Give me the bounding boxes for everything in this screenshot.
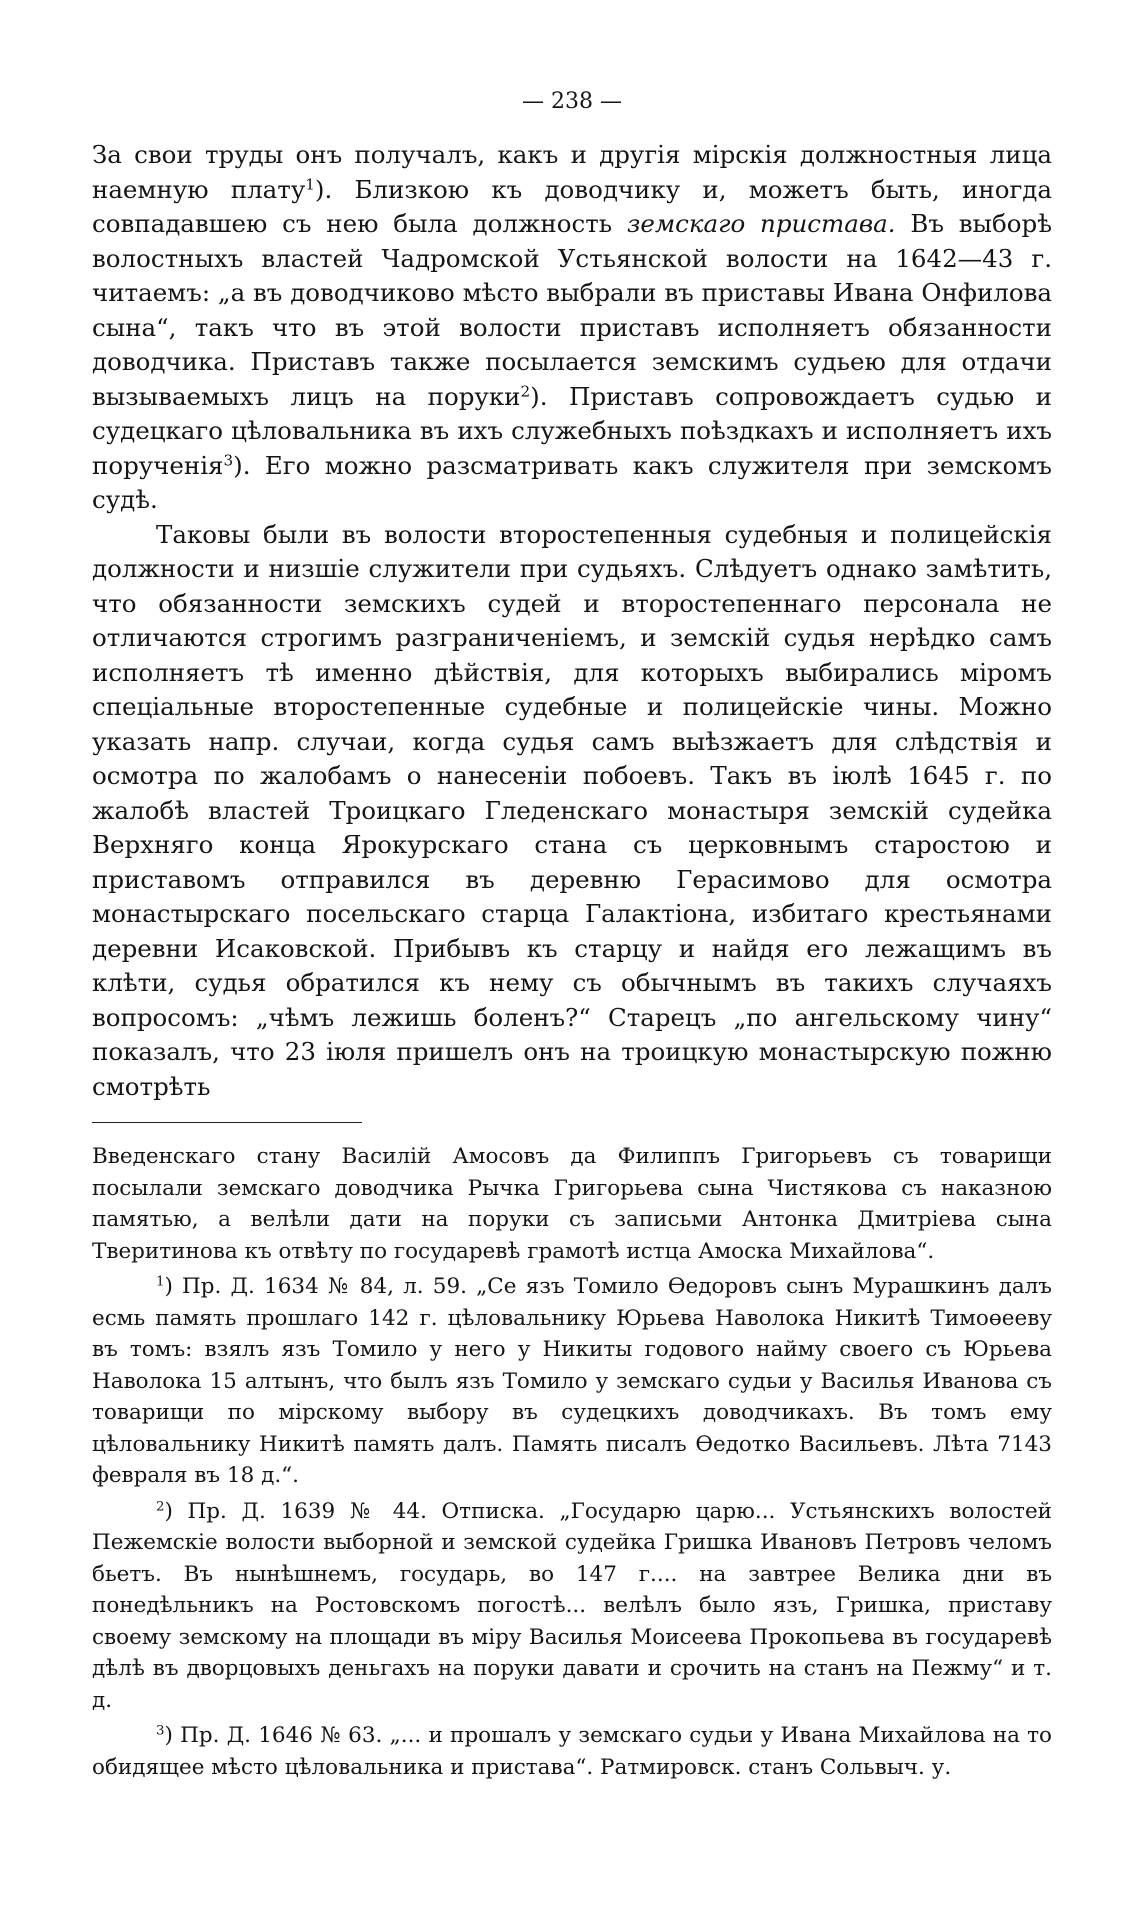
document-page <box>92 88 1052 1787</box>
paragraph-2: Таковы были въ волости второстепенныя судебныя и полицейскія должности и низшіе служители при судьяхъ. Слѣдуетъ однако замѣтить, что обязанности земскихъ судей и второстепеннаго персонала не отличаются строгимъ разграниченіемъ, и земскій судья нерѣдко самъ исполняетъ тѣ именно дѣйствія, для которыхъ выбирались міромъ спеціальные второстепенные судебные и полицейскіе чины. Можно указать напр. случаи, когда судья самъ выѣзжаетъ для слѣдствія и осмотра по жалобамъ о нанесеніи побоевъ. Такъ въ іюлѣ 1645 г. по жалобѣ властей Троицкаго Гледенскаго монастыря земскій судейка Верхняго конца Ярокурскаго стана съ церковнымъ старостою и приставомъ отправился въ деревню Герасимово для осмотра монастырскаго посельскаго старца Галактіона, избитаго крестьянами деревни Исаковской. Прибывъ къ старцу и найдя его лежащимъ въ клѣти, судья обратился къ нему съ обычнымъ въ такихъ случаяхъ вопросомъ: „чѣмъ лежишь боленъ?“ Старецъ „по ангельскому чину“ показалъ, что 23 іюля пришелъ онъ на троицкую монастырскую пожню смотрѣть <box>92 519 1052 1101</box>
footnote-3-mark: 3 <box>156 1723 165 1739</box>
footnote-ref-3: 3 <box>223 451 234 470</box>
footnotes <box>92 1141 1052 1783</box>
footnote-2-mark: 2 <box>156 1499 165 1515</box>
paragraph-1 <box>92 138 1052 518</box>
italic-term: земскаго пристава. <box>626 209 896 238</box>
footnote-1-text: ) Пр. Д. 1634 № 84, л. 59. „Се язъ Томило Өедоровъ сынъ Мурашкинъ далъ есмь память прошлаго 142 г. цѣловальнику Юрьева Наволока Никитѣ Тимоөееву въ томъ: взялъ язъ Томило у него у Никиты годового найму своего съ Юрьева Наволока 15 алтынъ, что былъ язъ Томило у земскаго судьи у Василья Иванова съ товарищи по мірскому выбору въ судецкихъ доводчикахъ. Въ томъ ему цѣловальнику Никитѣ память далъ. Память писалъ Өедотко Васильевъ. Лѣта 7143 февраля въ 18 д.“. <box>92 1274 1052 1488</box>
paragraph-1-text-a: За свои труды онъ получалъ, какъ и другія мірскія должностныя лица наемную плату <box>92 140 1052 204</box>
footnote-separator <box>92 1122 362 1123</box>
footnote-continuation: Введенскаго стану Василій Амосовъ да Филиппъ Григорьевъ съ товарищи посылали земскаго доводчика Рычка Григорьева сына Чистякова съ наказною памятью, а велѣли дати на поруки съ записьми Антонка Дмитріева сына Тверитинова къ отвѣту по государевѣ грамотѣ истца Амоска Михайлова“. <box>92 1144 1052 1264</box>
footnote-3 <box>92 1720 1052 1783</box>
footnote-3-text: ) Пр. Д. 1646 № 63. „... и прошалъ у земскаго судьи у Ивана Михайлова на то обидящее мѣсто цѣловальника и пристава“. Ратмировск. станъ Сольвыч. у. <box>92 1723 1052 1780</box>
footnote-1 <box>92 1271 1052 1492</box>
footnote-2 <box>92 1496 1052 1717</box>
page-number: — 238 — <box>522 89 622 114</box>
paragraph-1-text-e: ). Его можно разсматривать какъ служителя при земскомъ судѣ. <box>92 450 1052 514</box>
footnote-ref-2: 2 <box>520 382 531 401</box>
footnote-ref-1: 1 <box>305 175 315 194</box>
main-text <box>92 138 1052 1104</box>
paragraph-1-text-b: ). Близкою къ доводчику и, можетъ быть, иногда совпадавшею съ нею была должность <box>92 174 1052 238</box>
footnote-1-mark: 1 <box>156 1274 165 1290</box>
paragraph-1-text-d: ). Приставъ сопровождаетъ судью и судецкаго цѣловальника въ ихъ служебныхъ поѣздкахъ и исполняетъ ихъ порученія <box>92 381 1053 480</box>
paragraph-1-text-c: Въ выборѣ волостныхъ властей Чадромской Устьянской волости на 1642—43 г. читаемъ: „а въ доводчиково мѣсто выбрали въ приставы Ивана Онфилова сына“, такъ что въ этой волости приставъ исполняетъ обязанности доводчика. Приставъ также посылается земскимъ судьею для отдачи вызываемыхъ лицъ на поруки <box>92 209 1053 411</box>
footnote-2-text: ) Пр. Д. 1639 № 44. Отписка. „Государю царю... Устьянскихъ волостей Пежемскіе волости выборной и земской судейка Гришка Ивановъ Петровъ челомъ бьетъ. Въ нынѣшнемъ, государь, во 147 г.... на завтрее Велика дни въ понедѣльникъ на Ростовскомъ погостѣ... велѣлъ было язъ, Гришка, приставу своему земскому на площади въ міру Василья Моисеева Прокопьева въ государевѣ дѣлѣ въ дворцовыхъ деньгахъ на поруки давати и срочить на станъ на Пежму“ и т. д. <box>92 1498 1052 1713</box>
